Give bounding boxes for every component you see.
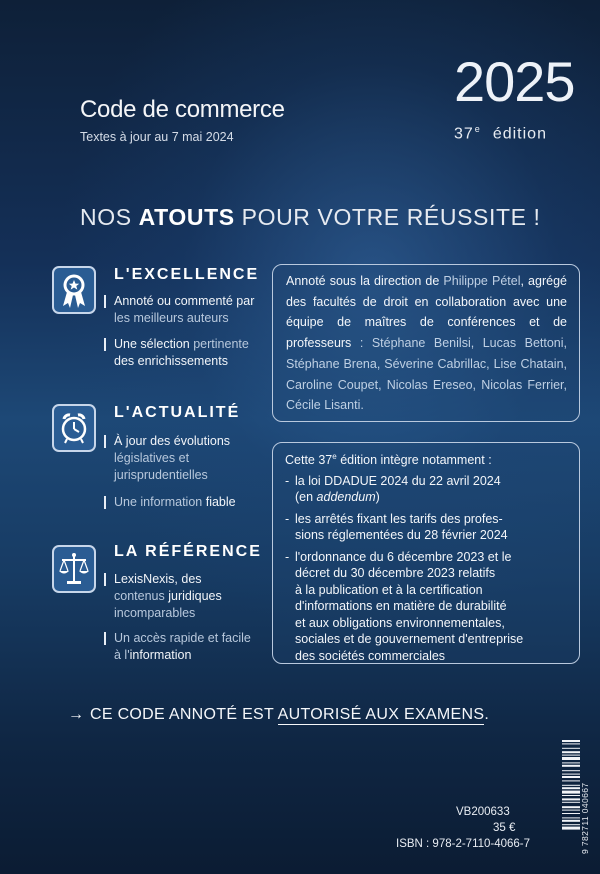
headline-part1: NOS [80, 204, 139, 230]
item-line: Annoté ou commenté par [114, 294, 255, 308]
barcode-bar [562, 743, 580, 744]
barcode-bar [562, 785, 580, 786]
edition-sup: e [474, 124, 481, 134]
item-line: incomparables [114, 606, 196, 620]
item-line: fiable [205, 495, 236, 509]
barcode-bar [562, 824, 580, 825]
book-title: Code de commerce [80, 96, 285, 123]
barcode-bar [562, 740, 580, 742]
headline [80, 204, 541, 231]
feature-item [104, 336, 249, 370]
news-item [285, 549, 567, 665]
item-line: l'ordonnance du 6 décembre 2023 et le [295, 549, 512, 564]
item-line: des sociétés commerciales [295, 648, 446, 663]
edition-year: 2025 [454, 50, 575, 113]
product-code: VB200633 [456, 806, 510, 818]
item-bar [104, 295, 106, 308]
news-intro [285, 449, 567, 469]
item-line: pertinente [193, 337, 249, 351]
item-line: et aux obligations environnementales, [295, 615, 505, 630]
authors-text: Annoté sous la direction de [286, 274, 444, 288]
item-line: décret du 30 décembre 2023 relatifs [295, 566, 496, 581]
item-line: les meilleurs auteurs [114, 311, 229, 325]
barcode-bar [562, 755, 580, 756]
barcode-bar [562, 774, 580, 775]
barcode-bar [562, 776, 580, 778]
item-bar [104, 632, 106, 645]
director-name: Philippe Pétel [443, 274, 521, 288]
headline-bold: ATOUTS [138, 204, 235, 230]
item-line: (en [295, 490, 317, 505]
item-line: sions réglementées du 28 février 2024 [295, 528, 508, 543]
edition-news-box [272, 442, 580, 664]
item-line: des enrichissements [114, 354, 228, 368]
statement-underlined: AUTORISÉ AUX EXAMENS [277, 706, 485, 723]
arrow-right-icon: → [68, 706, 85, 723]
barcode-bar [562, 748, 580, 749]
scales-of-justice-icon [52, 545, 96, 593]
item-line: information [129, 648, 192, 662]
item-line: jurisprudentielles [114, 468, 208, 482]
book-subtitle: Textes à jour au 7 mai 2024 [80, 130, 234, 144]
headline-part2: POUR VOTRE RÉUSSITE ! [234, 204, 541, 230]
item-bar [104, 496, 106, 509]
item-dash: - [285, 511, 290, 526]
feature-item [104, 494, 236, 511]
item-dash: - [285, 549, 290, 564]
barcode-bar [562, 770, 580, 771]
barcode-bar [562, 810, 580, 811]
news-intro-text: Cette 37 [285, 453, 333, 468]
edition-label [454, 124, 547, 143]
barcode-bar [562, 817, 580, 818]
authors-text: , agrégé des facultés de droit en collaboration avec une équipe de maîtres de conférences et de professeurs [286, 274, 567, 351]
item-line: législatives et [114, 451, 190, 465]
barcode-bar [562, 791, 580, 794]
barcode-bar [562, 757, 580, 760]
barcode-bar [562, 827, 580, 830]
item-dash: - [285, 473, 290, 488]
barcode-bar [562, 765, 580, 767]
barcode-bar [562, 813, 580, 814]
news-item [285, 511, 567, 544]
barcode-bar [562, 802, 580, 803]
feature-item [104, 433, 231, 484]
item-line: les arrêtés fixant les tarifs des profes- [295, 511, 503, 526]
barcode-bar [562, 787, 580, 789]
item-bar [104, 338, 106, 351]
item-line: à l' [114, 648, 130, 662]
statement-text: . [484, 706, 490, 723]
item-line: la loi DDADUE 2024 du 22 avril 2024 [295, 473, 501, 488]
news-item [285, 473, 567, 506]
item-bar [104, 435, 106, 448]
item-line: sociales et de gouvernement d'entreprise [295, 632, 524, 647]
statement-text: CE CODE ANNOTÉ EST [90, 706, 278, 723]
item-line: à la publication et à la certification [295, 582, 483, 597]
authors-box [272, 264, 580, 422]
authors-list: : Stéphane Benilsi, Lucas Bettoni, Stéphane Brena, Séverine Cabrillac, Lise Chatain, Caroline Coupet, Nicolas Ereseo, Nicolas Ferrier, Cécile Lisanti. [286, 336, 567, 413]
item-line: juridiques [168, 589, 222, 603]
news-intro-text: édition intègre notamment : [336, 453, 492, 468]
barcode-bar [562, 780, 580, 781]
news-intro-sup: e [332, 452, 337, 461]
feature-title-actualite: L'ACTUALITÉ [114, 404, 241, 421]
item-line: contenus [114, 589, 169, 603]
feature-item [104, 630, 251, 664]
feature-title-excellence: L'EXCELLENCE [114, 266, 260, 283]
product-price: 35 € [493, 822, 516, 834]
barcode-bar [562, 806, 580, 808]
barcode-bar [562, 751, 580, 753]
barcode-digits: 9 782711 040667 [580, 782, 590, 854]
barcode-bar [562, 762, 580, 763]
feature-item [104, 571, 222, 622]
item-bar [104, 573, 106, 586]
feature-item [104, 293, 255, 327]
edition-word: édition [492, 125, 547, 143]
feature-title-reference: LA RÉFÉRENCE [114, 543, 262, 560]
item-line: Une information [114, 495, 206, 509]
item-line: d'informations en matière de durabilité [295, 599, 507, 614]
alarm-clock-icon [52, 404, 96, 452]
isbn: ISBN : 978-2-7110-4066-7 [396, 838, 531, 850]
item-line: ) [375, 490, 380, 505]
barcode-bar [562, 798, 580, 800]
barcode-bar [562, 795, 580, 796]
exam-authorized-statement [68, 706, 489, 724]
edition-number: 37 [454, 125, 474, 143]
award-ribbon-icon [52, 266, 96, 314]
barcode-bar [562, 820, 580, 822]
barcode-bars [562, 740, 580, 852]
item-line: Un accès rapide et facile [114, 631, 251, 645]
item-line: Une sélection [114, 337, 194, 351]
item-line: À jour des évolutions [114, 434, 231, 448]
item-italic: addendum [316, 490, 376, 505]
item-line: LexisNexis, des [114, 572, 202, 586]
